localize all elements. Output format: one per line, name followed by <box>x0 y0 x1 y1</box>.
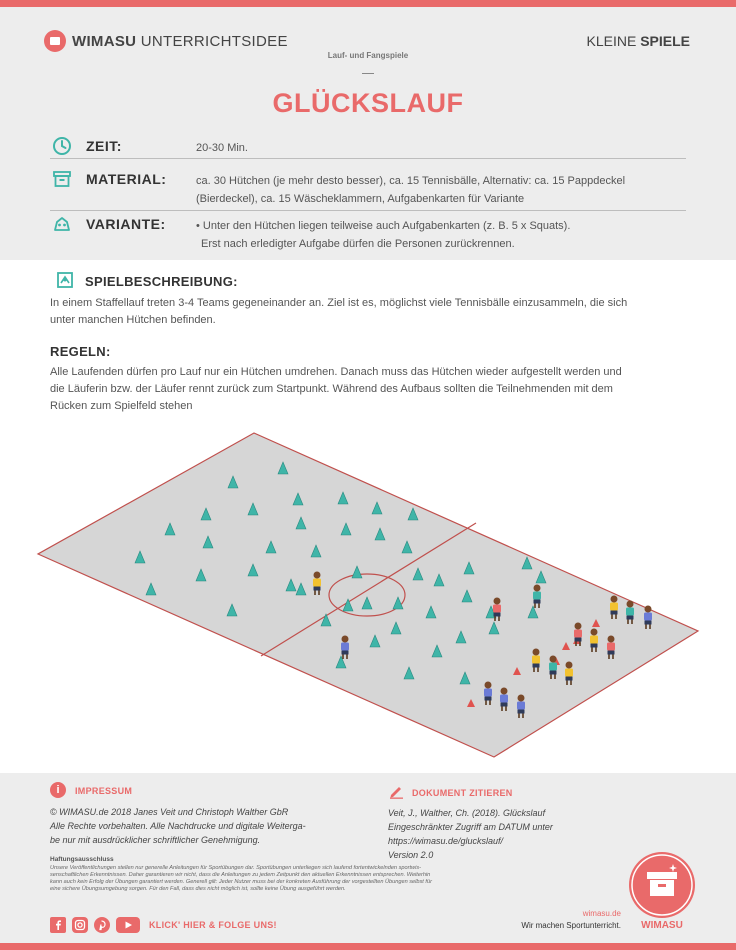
zeit-label: ZEIT: <box>86 138 122 154</box>
category-dash <box>362 73 374 74</box>
regeln-heading: REGELN: <box>50 344 111 359</box>
slogan: Wir machen Sportunterricht. <box>521 921 621 930</box>
facebook-icon[interactable] <box>50 917 66 933</box>
divider <box>50 158 686 159</box>
spielbeschreibung-heading: SPIELBESCHREIBUNG: <box>85 274 238 289</box>
haftung-heading: Haftungsausschluss <box>50 856 114 863</box>
material-label: MATERIAL: <box>86 171 167 187</box>
category-label: Lauf- und Fangspiele <box>327 51 409 60</box>
brand-logo-link[interactable] <box>44 30 288 52</box>
series-label: KLEINE SPIELE <box>586 33 690 49</box>
variant-icon <box>52 214 72 234</box>
youtube-icon[interactable] <box>116 917 140 933</box>
instagram-icon[interactable] <box>72 917 88 933</box>
spielbeschreibung-text: In einem Staffellauf treten 3-4 Teams gegeneinander an. Ziel ist es, möglichst viele Tennisbälle einzusammeln, die sich unter manchen Hütchen befinden. <box>50 297 628 326</box>
box-logo-icon <box>629 852 695 918</box>
variante-value: • Unter den Hütchen liegen teilweise auch Aufgabenkarten (z. B. 5 x Squats). Erst nach erledigter Aufgabe dürfen die Personen zurückrennen. <box>196 220 571 250</box>
zitieren-text: Veit, J., Walther, Ch. (2018). Glückslauf Eingeschränkter Zugriff am DATUM unter https://wimasu.de/gluckslauf/ Version 2.0 <box>388 808 553 860</box>
pinterest-icon[interactable] <box>94 917 110 933</box>
haftung-text: Unsere Veröffentlichungen stellen nur generelle Anleitungen für Sportübungen dar. Sportübungen unterliegen sich laufend fortentwickelnden sportwis- senschaftlichen Erkenntnissen. Daher garantieren wir nicht, dass die Anleitungen zu jedem Zeitpunkt den aktuellen Erkenntnissen entsprechen. Weiterhin kann auch kein Erfolg der Übungen garantiert werden. Generell gilt: Jeder Nutzer muss bei der konkreten Ausführung der vorgestellten Übungen selbst für eine sichere Übungsumgebung sorgen. Für den Fall, dass dies nicht möglich ist, sollte keine Übung ausgeführt werden. <box>50 865 432 892</box>
wimasu-big-logo[interactable] <box>629 852 695 918</box>
zitieren-heading: DOKUMENT ZITIEREN <box>412 788 513 798</box>
box-icon <box>52 169 72 189</box>
website-link[interactable]: wimasu.de <box>582 909 621 918</box>
brand-name: WIMASU UNTERRICHTSIDEE <box>72 32 288 50</box>
logo-wordmark: WIMASU <box>641 920 683 931</box>
clock-icon <box>52 136 72 156</box>
zeit-value: 20-30 Min. <box>196 142 248 154</box>
page-title: GLÜCKSLAUF <box>272 88 464 118</box>
follow-us-link[interactable]: KLICK' HIER & FOLGE UNS! <box>149 920 277 930</box>
field-icon <box>56 271 74 289</box>
variante-label: VARIANTE: <box>86 216 166 232</box>
impressum-heading: IMPRESSUM <box>75 786 133 796</box>
info-icon: i <box>50 782 66 798</box>
material-value: ca. 30 Hütchen (je mehr desto besser), ca. 15 Tennisbälle, Alternativ: ca. 15 Pappdeckel (Bierdeckel), ca. 15 Wäscheklammern, Aufgabenkarten für Variante <box>196 175 626 205</box>
wimasu-logo-icon <box>44 30 66 52</box>
court-illustration <box>0 420 736 770</box>
divider <box>50 210 686 211</box>
impressum-text: © WIMASU.de 2018 Janes Veit und Christoph Walther GbR Alle Rechte vorbehalten. Alle Nachdrucke und digitale Weiterga- be nur mit ausdrücklicher schriftlicher Genehmigung. <box>50 807 306 845</box>
regeln-text: Alle Laufenden dürfen pro Lauf nur ein Hütchen umdrehen. Danach muss das Hütchen wieder aufgestellt werden und die Läuferin bzw. der Läufer rennt zurück zum Startpunkt. Während des Aufbaus sollten die Teilnehmenden mit dem Rücken zum Spielfeld stehen <box>50 366 622 412</box>
bottom-accent-bar <box>0 943 736 950</box>
pencil-icon <box>388 782 405 799</box>
top-accent-bar <box>0 0 736 7</box>
